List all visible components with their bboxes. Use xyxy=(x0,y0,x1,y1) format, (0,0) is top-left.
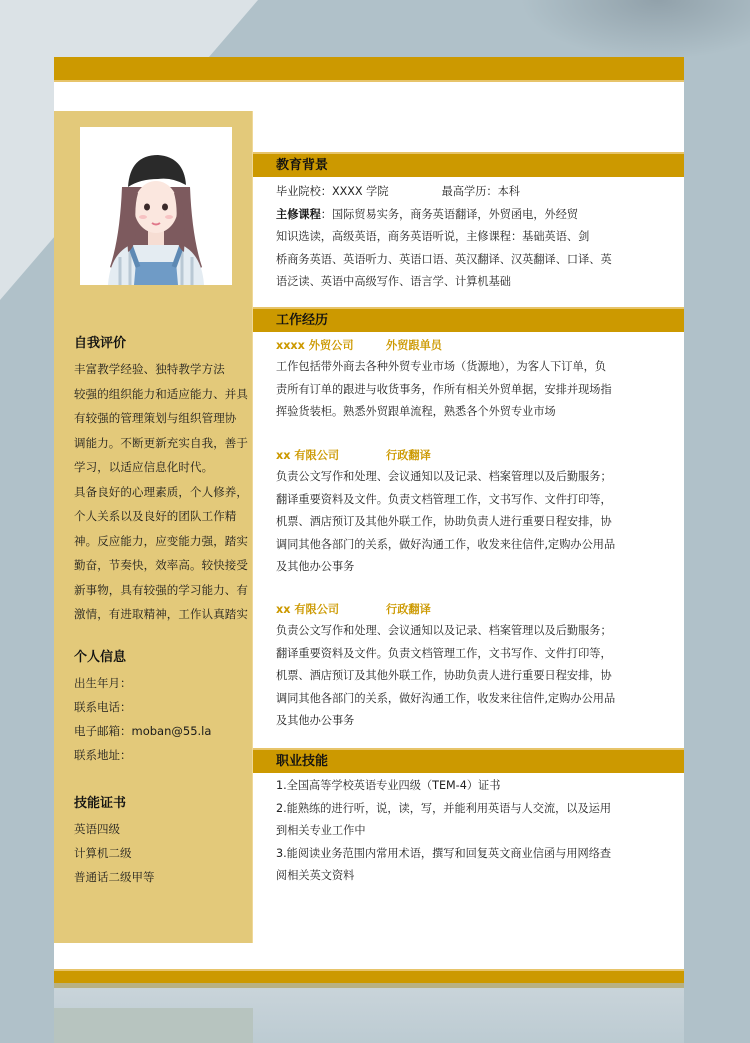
job-desc-line: 机票、酒店预订及其他外联工作，协助负责人进行重要日程安排，协 xyxy=(276,669,612,682)
courses-text: ：国际贸易实务，商务英语翻译，外贸函电，外经贸 xyxy=(320,207,579,221)
job-desc-line: 调同其他各部门的关系，做好沟通工作，收发来往信件,定购办公用品 xyxy=(276,691,616,705)
work-job-2 xyxy=(276,446,636,579)
resume-page xyxy=(54,57,684,983)
courses-line: 知识选读，高级英语，商务英语听说，主修课程：基础英语、剑 xyxy=(276,230,590,243)
job-desc-line: 挥验货装柜。熟悉外贸跟单流程，熟悉各个外贸专业市场 xyxy=(276,405,556,418)
certificates-title: 技能证书 xyxy=(74,796,127,811)
bottom-accent-bar xyxy=(54,969,684,983)
skill-line: 1.全国高等学校英语专业四级（TEM-4）证书 xyxy=(276,779,501,792)
job-role: 外贸跟单员 xyxy=(386,339,442,352)
personal-info-section xyxy=(74,649,249,767)
school-label: 毕业院校：XXXX 学院 xyxy=(276,185,389,198)
self-evaluation-title: 自我评价 xyxy=(74,336,127,351)
self-eval-line: 有较强的管理策划与组织管理协 xyxy=(74,411,237,425)
self-eval-line: 学习，以适应信息化时代。 xyxy=(74,460,214,474)
courses-line: 语泛读、英语中高级写作、语言学、计算机基础 xyxy=(276,275,511,288)
skill-line: 阅相关英文资料 xyxy=(276,869,355,882)
job-company: xx 有限公司 xyxy=(276,449,340,462)
degree-label: 最高学历：本科 xyxy=(441,185,520,198)
self-eval-line: 个人关系以及良好的团队工作精 xyxy=(74,509,237,523)
work-job-1 xyxy=(276,336,636,424)
avatar-illustration-icon xyxy=(80,127,232,285)
job-desc-line: 及其他办公事务 xyxy=(276,714,355,727)
education-school-row xyxy=(276,181,636,204)
skill-line: 到相关专业工作中 xyxy=(276,824,366,837)
job-desc-line: 翻译重要资料及文件。负责文档管理工作，文书写作、文件打印等， xyxy=(276,492,612,506)
phone-field: 联系电话： xyxy=(74,700,132,714)
education-body xyxy=(276,181,636,294)
job-heading xyxy=(276,336,636,356)
skills-body xyxy=(276,775,636,888)
page-reflection xyxy=(54,983,684,1043)
sidebar xyxy=(54,111,253,943)
self-eval-line: 激情，有进取精神，工作认真踏实 xyxy=(74,607,248,621)
self-evaluation-text xyxy=(74,357,249,627)
skill-line: 2.能熟练的进行听，说，读，写，并能利用英语与人交流，以及运用 xyxy=(276,801,612,815)
job-company: xx 有限公司 xyxy=(276,603,340,616)
job-heading xyxy=(276,446,636,466)
job-role: 行政翻译 xyxy=(386,603,431,616)
job-desc-line: 负责公文写作和处理、会议通知以及记录、档案管理以及后勤服务； xyxy=(276,470,612,483)
certificate-item: 普通话二级甲等 xyxy=(74,870,155,884)
sidebar-reflection xyxy=(54,1008,253,1043)
self-eval-line: 调能力。不断更新充实自我，善于 xyxy=(74,435,248,450)
address-field: 联系地址： xyxy=(74,748,132,762)
self-eval-line: 丰富教学经验、独特教学方法 xyxy=(74,362,225,376)
courses-line xyxy=(276,204,636,227)
education-header: 教育背景 xyxy=(253,152,684,177)
job-desc-line: 机票、酒店预订及其他外联工作，协助负责人进行重要日程安排，协 xyxy=(276,515,612,528)
self-eval-line: 具备良好的心理素质，个人修养， xyxy=(74,484,248,499)
certificate-item: 英语四级 xyxy=(74,822,120,836)
skills-header: 职业技能 xyxy=(253,748,684,773)
self-eval-line: 较强的组织能力和适应能力、并具 xyxy=(74,386,248,401)
email-field: 电子邮箱：moban@55.la xyxy=(74,724,212,738)
job-desc-line: 负责公文写作和处理、会议通知以及记录、档案管理以及后勤服务； xyxy=(276,624,612,637)
profile-photo xyxy=(80,127,232,285)
self-evaluation-section xyxy=(74,335,249,627)
self-eval-line: 神。反应能力，应变能力强，踏实 xyxy=(74,533,248,548)
background-shadow xyxy=(520,0,750,60)
job-role: 行政翻译 xyxy=(386,449,431,462)
work-job-3 xyxy=(276,600,636,733)
job-heading xyxy=(276,600,636,620)
self-eval-line: 新事物，具有较强的学习能力、有 xyxy=(74,582,248,597)
birth-date-field: 出生年月： xyxy=(74,676,132,690)
skill-line: 3.能阅读业务范围内常用术语，撰写和回复英文商业信函与用网络查 xyxy=(276,846,612,860)
job-desc-line: 责所有订单的跟进与收货事务，作所有相关外贸单据，安排并现场指 xyxy=(276,382,612,396)
certificates-section xyxy=(74,795,249,889)
certificate-item: 计算机二级 xyxy=(74,846,132,860)
job-desc-line: 及其他办公事务 xyxy=(276,560,355,573)
job-company: xxxx 外贸公司 xyxy=(276,339,354,352)
courses-label: 主修课程 xyxy=(276,207,321,221)
personal-info-title: 个人信息 xyxy=(74,650,127,665)
courses-line: 桥商务英语、英语听力、英语口语、英汉翻译、汉英翻译、口译、英 xyxy=(276,252,612,266)
work-header: 工作经历 xyxy=(253,307,684,332)
job-desc-line: 翻译重要资料及文件。负责文档管理工作，文书写作、文件打印等， xyxy=(276,646,612,660)
main-content xyxy=(253,57,684,983)
self-eval-line: 勤奋，节奏快，效率高。较快接受 xyxy=(74,558,248,572)
job-desc-line: 工作包括带外商去各种外贸专业市场（货源地），为客人下订单，负 xyxy=(276,360,607,373)
job-desc-line: 调同其他各部门的关系，做好沟通工作，收发来往信件,定购办公用品 xyxy=(276,537,616,551)
